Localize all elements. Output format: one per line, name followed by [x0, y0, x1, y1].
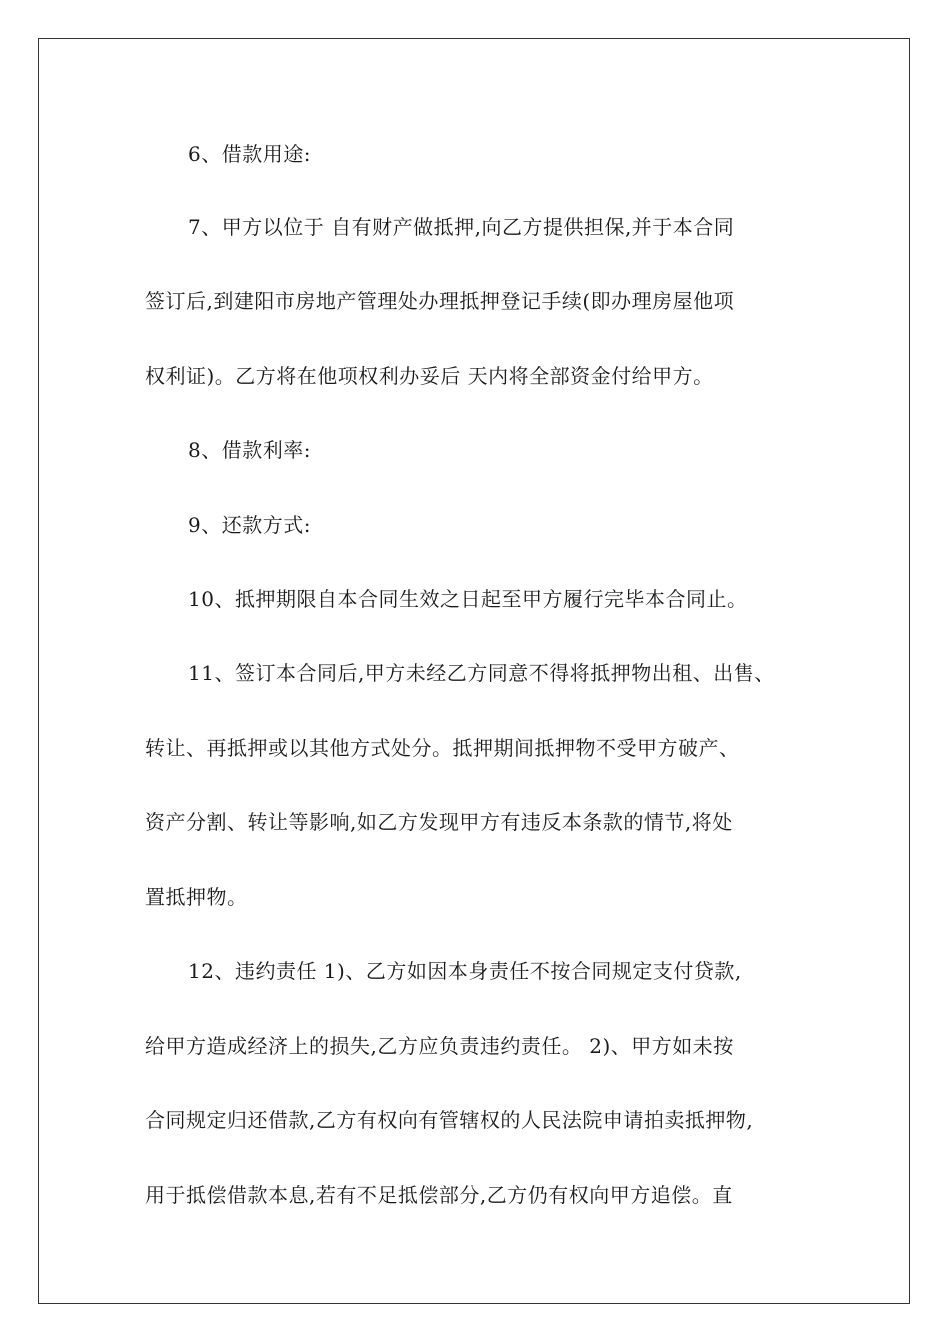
clause-10: 10、抵押期限自本合同生效之日起至甲方履行完毕本合同止。: [188, 587, 748, 611]
clause-7-line-1: 7、甲方以位于 自有财产做抵押,向乙方提供担保,并于本合同: [188, 215, 735, 239]
clause-11-line-3: 资产分割、转让等影响,如乙方发现甲方有违反本条款的情节,将处: [145, 810, 733, 834]
clause-12-line-1: 12、违约责任 1)、乙方如因本身责任不按合同规定支付贷款,: [188, 959, 742, 983]
clause-12-line-4: 用于抵偿借款本息,若有不足抵偿部分,乙方仍有权向甲方追偿。直: [145, 1183, 733, 1207]
clause-8: 8、借款利率:: [188, 438, 311, 462]
clause-6: 6、借款用途:: [188, 142, 311, 166]
clause-9: 9、还款方式:: [188, 513, 311, 537]
clause-11-line-4: 置抵押物。: [145, 885, 248, 909]
clause-11-line-2: 转让、再抵押或以其他方式处分。抵押期间抵押物不受甲方破产、: [145, 736, 740, 760]
clause-7-line-2: 签订后,到建阳市房地产管理处办理抵押登记手续(即办理房屋他项: [145, 289, 735, 313]
clause-11-line-1: 11、签订本合同后,甲方未经乙方同意不得将抵押物出租、出售、: [188, 661, 775, 685]
clause-12-line-3: 合同规定归还借款,乙方有权向有管辖权的人民法院申请拍卖抵押物,: [145, 1108, 754, 1132]
clause-7-line-3: 权利证)。乙方将在他项权利办妥后 天内将全部资金付给甲方。: [145, 364, 714, 388]
clause-12-line-2: 给甲方造成经济上的损失,乙方应负责违约责任。 2)、甲方如未按: [145, 1034, 734, 1058]
